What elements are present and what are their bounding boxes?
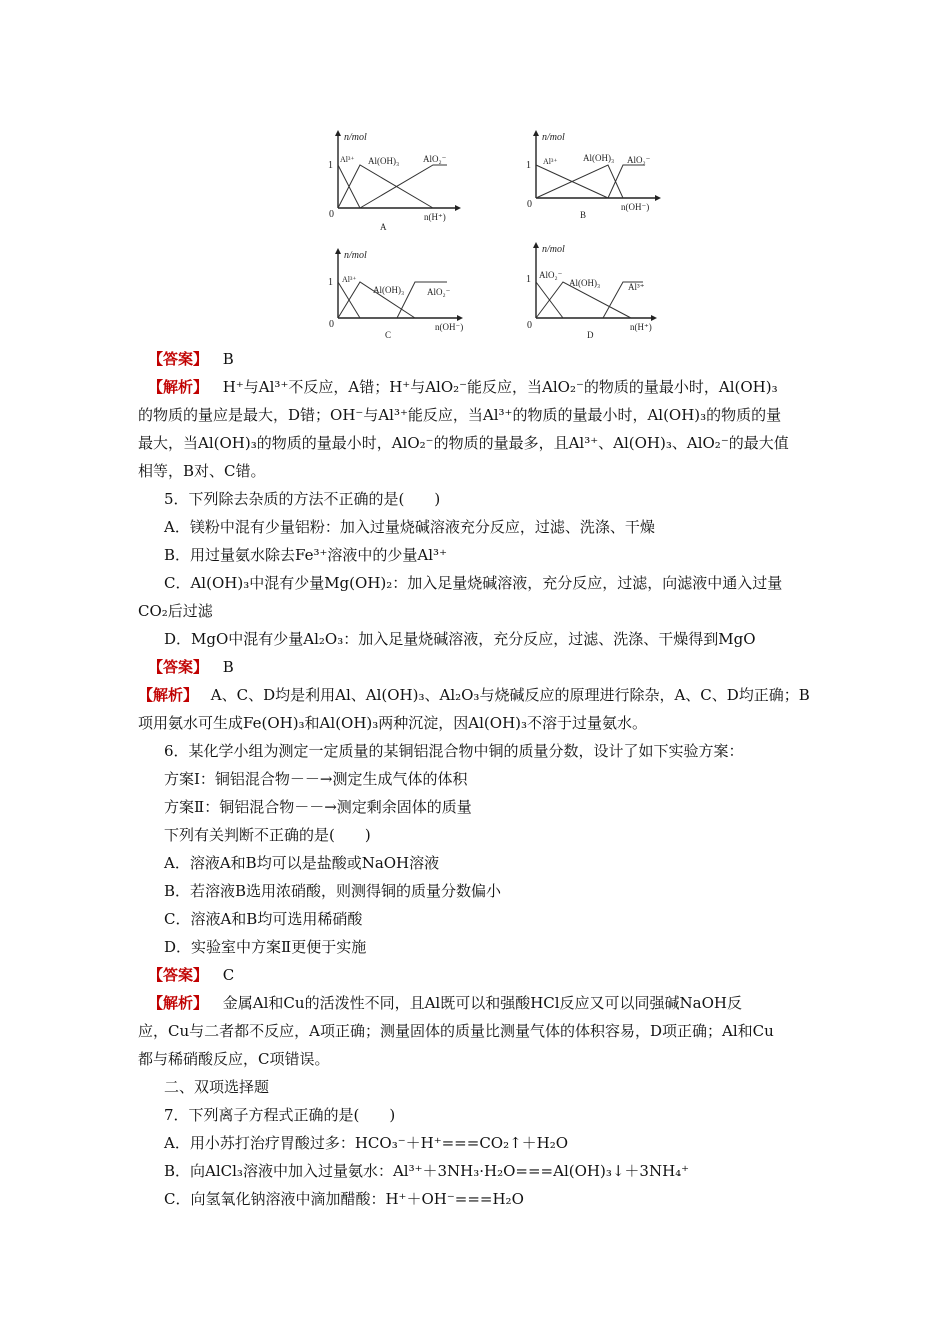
graph-d	[526, 242, 657, 340]
answer-tag: 【答案】	[148, 966, 209, 984]
answer-value: B	[222, 350, 234, 368]
option-b: B．用过量氨水除去Fe³⁺溶液中的少量Al³⁺	[164, 546, 447, 564]
option-c: C．溶液A和B均可选用稀硝酸	[164, 910, 363, 928]
graph-d-yaxis: n/mol	[542, 244, 565, 255]
answer-tag: 【答案】	[148, 350, 209, 368]
answer-tag: 【答案】	[148, 658, 209, 676]
explanation-text: 项用氨水可生成Fe(OH)₃和Al(OH)₃两种沉淀，因Al(OH)₃不溶于过量氨水。	[138, 714, 648, 732]
graph-b	[526, 130, 661, 220]
q4-answer	[148, 349, 234, 369]
graph-b-one: 1	[526, 160, 531, 171]
option-b: B．若溶液B选用浓硝酸，则测得铜的质量分数偏小	[164, 882, 502, 900]
answer-value: B	[222, 658, 234, 676]
option-a: A．溶液A和B均可以是盐酸或NaOH溶液	[164, 854, 440, 872]
graph-b-xaxis: n(OH⁻)	[621, 202, 650, 212]
graph-a-one: 1	[328, 160, 333, 171]
graph-c-s3: AlO₂⁻	[427, 287, 451, 297]
question-stem: 7．下列离子方程式正确的是( )	[164, 1106, 396, 1124]
answer-value: C	[222, 966, 235, 984]
graph-c-one: 1	[328, 277, 333, 288]
option-d: D．MgO中混有少量Al₂O₃：加入足量烧碱溶液，充分反应，过滤、洗涤、干燥得到MgO	[164, 630, 756, 648]
graph-a-yaxis: n/mol	[344, 132, 367, 143]
graph-d-one: 1	[526, 274, 531, 285]
graph-c	[328, 248, 463, 340]
section-heading: 二、双项选择题	[164, 1078, 270, 1096]
graph-a-letter: A	[380, 222, 387, 232]
graph-c-s2: Al(OH)₃	[373, 285, 405, 295]
plan-1: 方案Ⅰ：铜铝混合物－－→测定生成气体的体积	[164, 770, 468, 788]
graph-a	[328, 130, 461, 232]
graph-c-zero: 0	[329, 319, 334, 330]
option-a: A．镁粉中混有少量铝粉：加入过量烧碱溶液充分反应，过滤、洗涤、干燥	[164, 518, 655, 536]
graph-d-s2: Al(OH)₃	[569, 278, 601, 288]
graph-d-letter: D	[587, 330, 594, 340]
q5-explanation	[138, 685, 810, 705]
graph-b-s2: Al(OH)₃	[583, 153, 615, 163]
question-ask: 下列有关判断不正确的是( )	[164, 826, 371, 844]
graph-b-s3: AlO₂⁻	[627, 155, 651, 165]
graph-b-s1: Al³⁺	[543, 157, 558, 166]
graph-c-letter: C	[385, 330, 392, 340]
explanation-text: A、C、D均是利用Al、Al(OH)₃、Al₂O₃与烧碱反应的原理进行除杂，A、C、D均正确；B	[210, 686, 810, 704]
option-a: A．用小苏打治疗胃酸过多：HCO₃⁻＋H⁺===CO₂↑＋H₂O	[164, 1134, 569, 1152]
q6-explanation	[148, 993, 742, 1013]
option-d: D．实验室中方案Ⅱ更便于实施	[164, 938, 367, 956]
graph-d-zero: 0	[527, 320, 532, 331]
explanation-text: 相等，B对、C错。	[138, 462, 266, 480]
explanation-text: 最大，当Al(OH)₃的物质的量最小时，AlO₂⁻的物质的量最多，且Al³⁺、Al(OH)₃、AlO₂⁻的最大值	[138, 434, 789, 452]
option-c: C．Al(OH)₃中混有少量Mg(OH)₂：加入足量烧碱溶液，充分反应，过滤，向滤液中通入过量	[164, 574, 783, 592]
option-c-cont: CO₂后过滤	[138, 602, 213, 620]
graph-a-xaxis: n(H⁺)	[424, 212, 446, 222]
q5-answer	[148, 657, 234, 677]
q4-explanation	[148, 377, 778, 397]
explanation-tag: 【解析】	[138, 686, 199, 704]
figure-graphs	[315, 120, 675, 348]
question-stem: 5．下列除去杂质的方法不正确的是( )	[164, 490, 441, 508]
explanation-tag: 【解析】	[148, 378, 209, 396]
option-c: C．向氢氧化钠溶液中滴加醋酸：H⁺＋OH⁻===H₂O	[164, 1190, 524, 1208]
graph-d-s3: Al³⁺	[628, 282, 645, 292]
graph-c-yaxis: n/mol	[344, 250, 367, 261]
graph-a-s3: AlO₂⁻	[423, 154, 447, 164]
explanation-tag: 【解析】	[148, 994, 209, 1012]
explanation-text: H⁺与Al³⁺不反应，A错；H⁺与AlO₂⁻能反应，当AlO₂⁻的物质的量最小时，Al(OH)₃	[222, 378, 778, 396]
graph-b-letter: B	[580, 210, 587, 220]
option-b: B．向AlCl₃溶液中加入过量氨水：Al³⁺＋3NH₃·H₂O===Al(OH)₃↓＋3NH₄⁺	[164, 1162, 690, 1180]
graph-a-zero: 0	[329, 209, 334, 220]
graph-d-xaxis: n(H⁺)	[630, 322, 652, 332]
graph-d-s1: AlO₂⁻	[539, 270, 563, 280]
explanation-text: 应，Cu与二者都不反应，A项正确；测量固体的质量比测量气体的体积容易，D项正确；Al和Cu	[138, 1022, 774, 1040]
graph-c-s1: Al³⁺	[342, 275, 357, 284]
q6-answer	[148, 965, 234, 985]
graph-a-s2: Al(OH)₃	[368, 156, 400, 166]
graph-c-xaxis: n(OH⁻)	[435, 322, 464, 332]
graph-b-yaxis: n/mol	[542, 132, 565, 143]
explanation-text: 的物质的量应是最大，D错；OH⁻与Al³⁺能反应，当Al³⁺的物质的量最小时，Al(OH)₃的物质的量	[138, 406, 782, 424]
question-stem: 6．某化学小组为测定一定质量的某铜铝混合物中铜的质量分数，设计了如下实验方案：	[164, 742, 744, 760]
explanation-text: 都与稀硝酸反应，C项错误。	[138, 1050, 330, 1068]
graph-b-zero: 0	[527, 199, 532, 210]
graph-a-s1: Al³⁺	[340, 155, 355, 164]
plan-2: 方案Ⅱ：铜铝混合物－－→测定剩余固体的质量	[164, 798, 472, 816]
explanation-text: 金属Al和Cu的活泼性不同，且Al既可以和强酸HCl反应又可以同强碱NaOH反	[222, 994, 742, 1012]
